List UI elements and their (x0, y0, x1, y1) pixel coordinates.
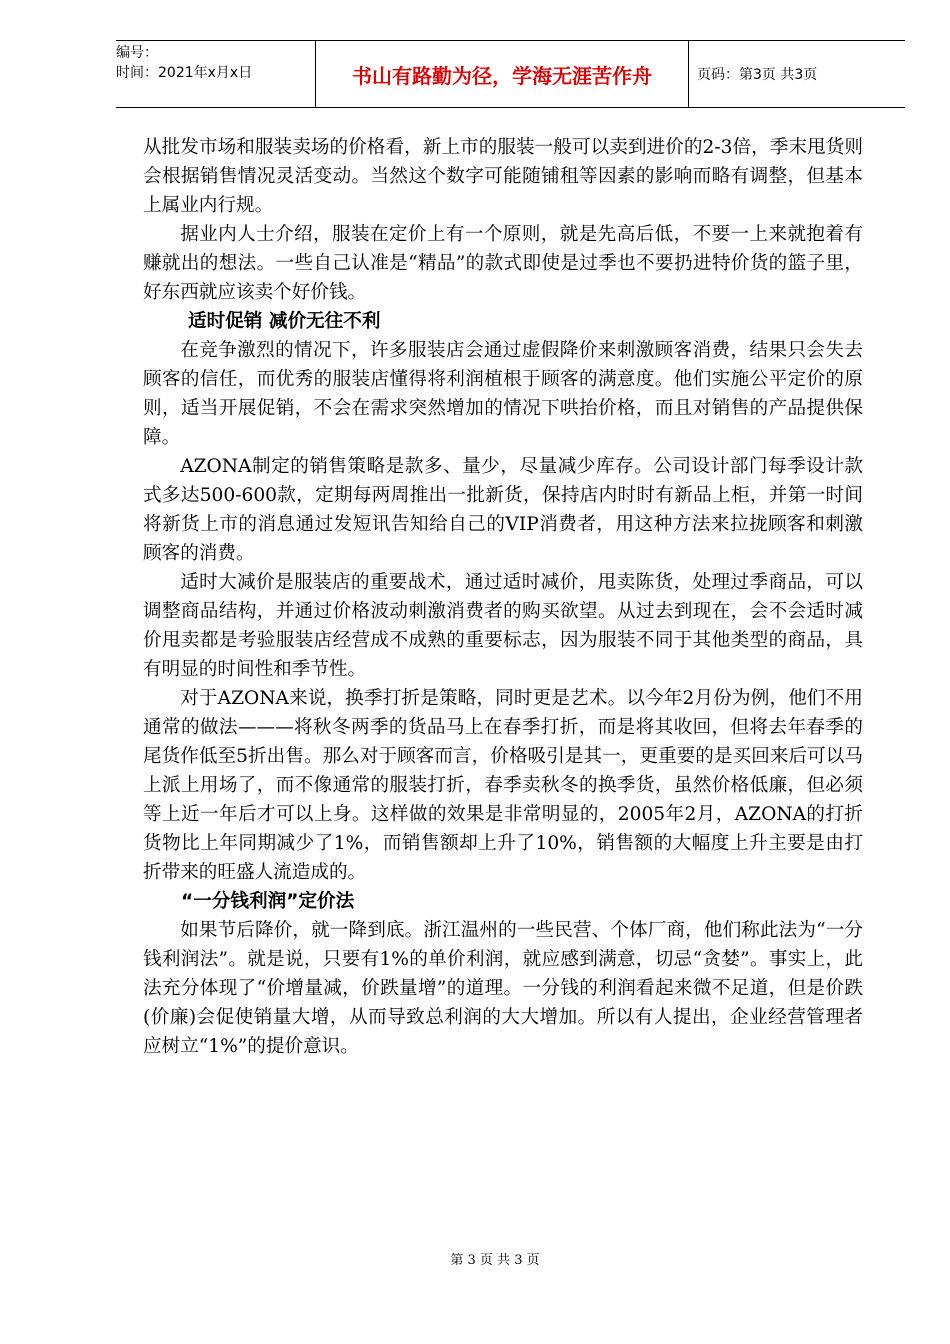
paragraph-6: 对于AZONA来说，换季打折是策略，同时更是艺术。以今年2月份为例，他们不用通常的做法———将秋冬两季的货品马上在春季打折，而是将其收回，但将去年春季的尾货作低至5折出售。那么对于顾客而言，价格吸引是其一，更重要的是买回来后可以马上派上用场了，而不像通常的服装打折，春季卖秋冬的换季货，虽然价格低廉，但必须等上近一年后才可以上身。这样做的效果是非常明显的，2005年2月，AZONA的打折货物比上年同期减少了1%，而销售额却上升了10%，销售额的大幅度上升主要是由打折带来的旺盛人流造成的。 (143, 688, 863, 883)
time-label: 时间：2021年x月x日 (116, 65, 253, 81)
serial-number-label: 编号： (116, 45, 158, 61)
document-body (143, 133, 863, 1061)
section-heading-promotion: 适时促销 减价无往不利 (188, 311, 381, 332)
header-meta-cell (116, 41, 316, 107)
paragraph-5: 适时大减价是服装店的重要战术，通过适时减价，甩卖陈货，处理过季商品，可以调整商品结构，并通过价格波动刺激消费者的购买欲望。从过去到现在，会不会适时减价甩卖都是考验服装店经营成不成熟的重要标志，因为服装不同于其他类型的商品，具有明显的时间性和季节性。 (143, 572, 863, 680)
section-heading-one-cent-profit: “一分钱利润”定价法 (181, 891, 355, 912)
paragraph-4: AZONA制定的销售策略是款多、量少，尽量减少库存。公司设计部门每季设计款式多达500-600款，定期每两周推出一批新货，保持店内时时有新品上柜，并第一时间将新货上市的消息通过发短讯告知给自己的VIP消费者，用这种方法来拉拢顾客和刺激顾客的消费。 (143, 456, 863, 564)
paragraph-3: 在竞争激烈的情况下，许多服装店会通过虚假降价来刺激顾客消费，结果只会失去顾客的信任，而优秀的服装店懂得将利润植根于顾客的满意度。他们实施公平定价的原则，适当开展促销，不会在需求突然增加的情况下哄抬价格，而且对销售的产品提供保障。 (143, 340, 863, 448)
header-page-number: 页码：第3页 共3页 (697, 67, 818, 83)
paragraph-2: 据业内人士介绍，服装在定价上有一个原则，就是先高后低，不要一上来就抱着有赚就出的想法。一些自己认准是“精品”的款式即使是过季也不要扔进特价货的篮子里，好东西就应该卖个好价钱。 (143, 224, 863, 303)
paragraph-7: 如果节后降价，就一降到底。浙江温州的一些民营、个体厂商，他们称此法为“一分钱利润法”。就是说，只要有1%的单价利润，就应感到满意，切忌“贪婪”。事实上，此法充分体现了“价增量减，价跌量增”的道理。一分钱的利润看起来微不足道，但是价跌(价廉)会促使销量大增，从而导致总利润的大大增加。所以有人提出，企业经营管理者应树立“1%”的提价意识。 (143, 920, 863, 1057)
page-footer: 第 3 页 共 3 页 (450, 1253, 540, 1268)
document-header (116, 40, 905, 108)
paragraph-1: 从批发市场和服装卖场的价格看，新上市的服装一般可以卖到进价的2-3倍，季末甩货则会根据销售情况灵活变动。当然这个数字可能随铺租等因素的影响而略有调整，但基本上属业内行规。 (143, 137, 863, 216)
header-motto: 书山有路勤为径，学海无涯苦作舟 (316, 41, 689, 107)
